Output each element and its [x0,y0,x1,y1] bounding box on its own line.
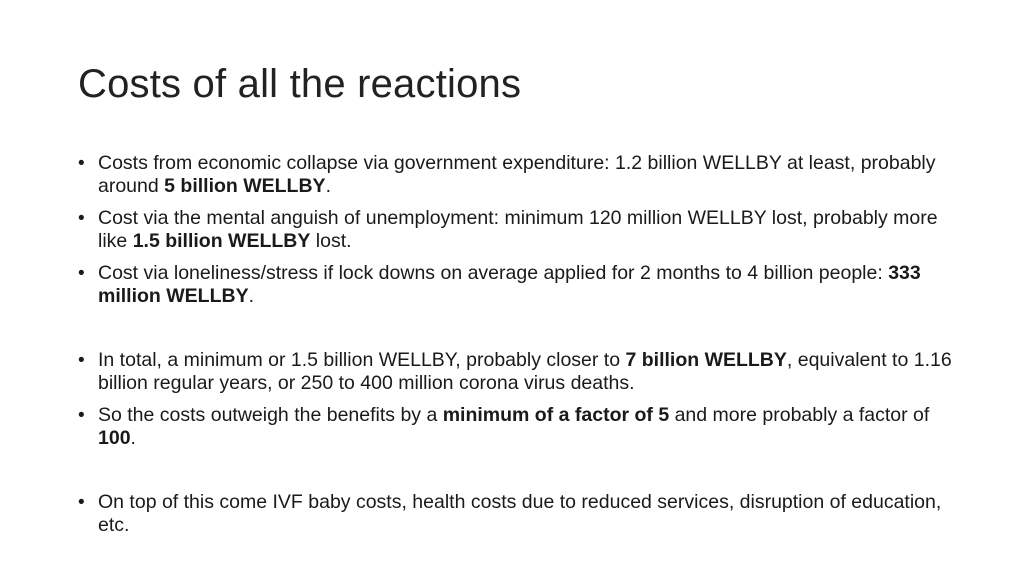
bullet-text-segment: So the costs outweigh the benefits by a [98,404,443,426]
bullet-item [78,404,958,450]
bullet-text [98,207,938,252]
bullet-text-segment: lost. [310,230,352,252]
bullet-text-segment: Cost via the mental anguish of unemployment: minimum 120 million WELLBY lost, probably more like [98,207,938,252]
bullet-list [78,152,958,546]
bullet-text-segment: and more probably a factor of [669,404,930,426]
bullet-item [78,207,958,253]
bullet-item [78,349,958,395]
bullet-text-emphasis: 100 [98,427,131,449]
bullet-text [98,262,921,307]
bullet-text-emphasis: 5 billion WELLBY [164,175,326,197]
bullet-text-emphasis: 7 billion WELLBY [625,349,787,371]
bullet-item [78,152,958,198]
bullet-text [98,349,952,394]
bullet-text-segment: On top of this come IVF baby costs, health costs due to reduced services, disruption of education, etc. [98,491,942,536]
bullet-dot-icon: • [78,153,85,174]
bullet-text-segment: . [325,175,331,197]
bullet-text-segment: . [130,427,136,449]
bullet-text [98,152,936,197]
bullet-item [78,491,958,537]
bullet-text-emphasis: minimum of a factor of 5 [442,404,670,426]
bullet-text [98,404,929,449]
bullet-text-segment: Costs from economic collapse via government expenditure: 1.2 billion WELLBY at least, probably around [98,152,936,197]
bullet-text-segment: , equivalent to 1.16 billion regular years, or 250 to 400 million corona virus deaths. [98,349,952,394]
bullet-dot-icon: • [78,263,85,284]
bullet-dot-icon: • [78,405,85,426]
bullet-text-segment: In total, a minimum or 1.5 billion WELLBY, probably closer to [98,349,626,371]
bullet-dot-icon: • [78,492,85,513]
slide-title: Costs of all the reactions [78,62,522,106]
bullet-dot-icon: • [78,208,85,229]
bullet-text-emphasis: 333 million WELLBY [98,262,921,307]
bullet-dot-icon: • [78,350,85,371]
bullet-text [98,491,941,536]
bullet-text-segment: Cost via loneliness/stress if lock downs on average applied for 2 months to 4 billion people: [98,262,889,284]
bullet-item [78,262,958,308]
bullet-text-emphasis: 1.5 billion WELLBY [132,230,311,252]
bullet-text-segment: . [248,285,254,307]
